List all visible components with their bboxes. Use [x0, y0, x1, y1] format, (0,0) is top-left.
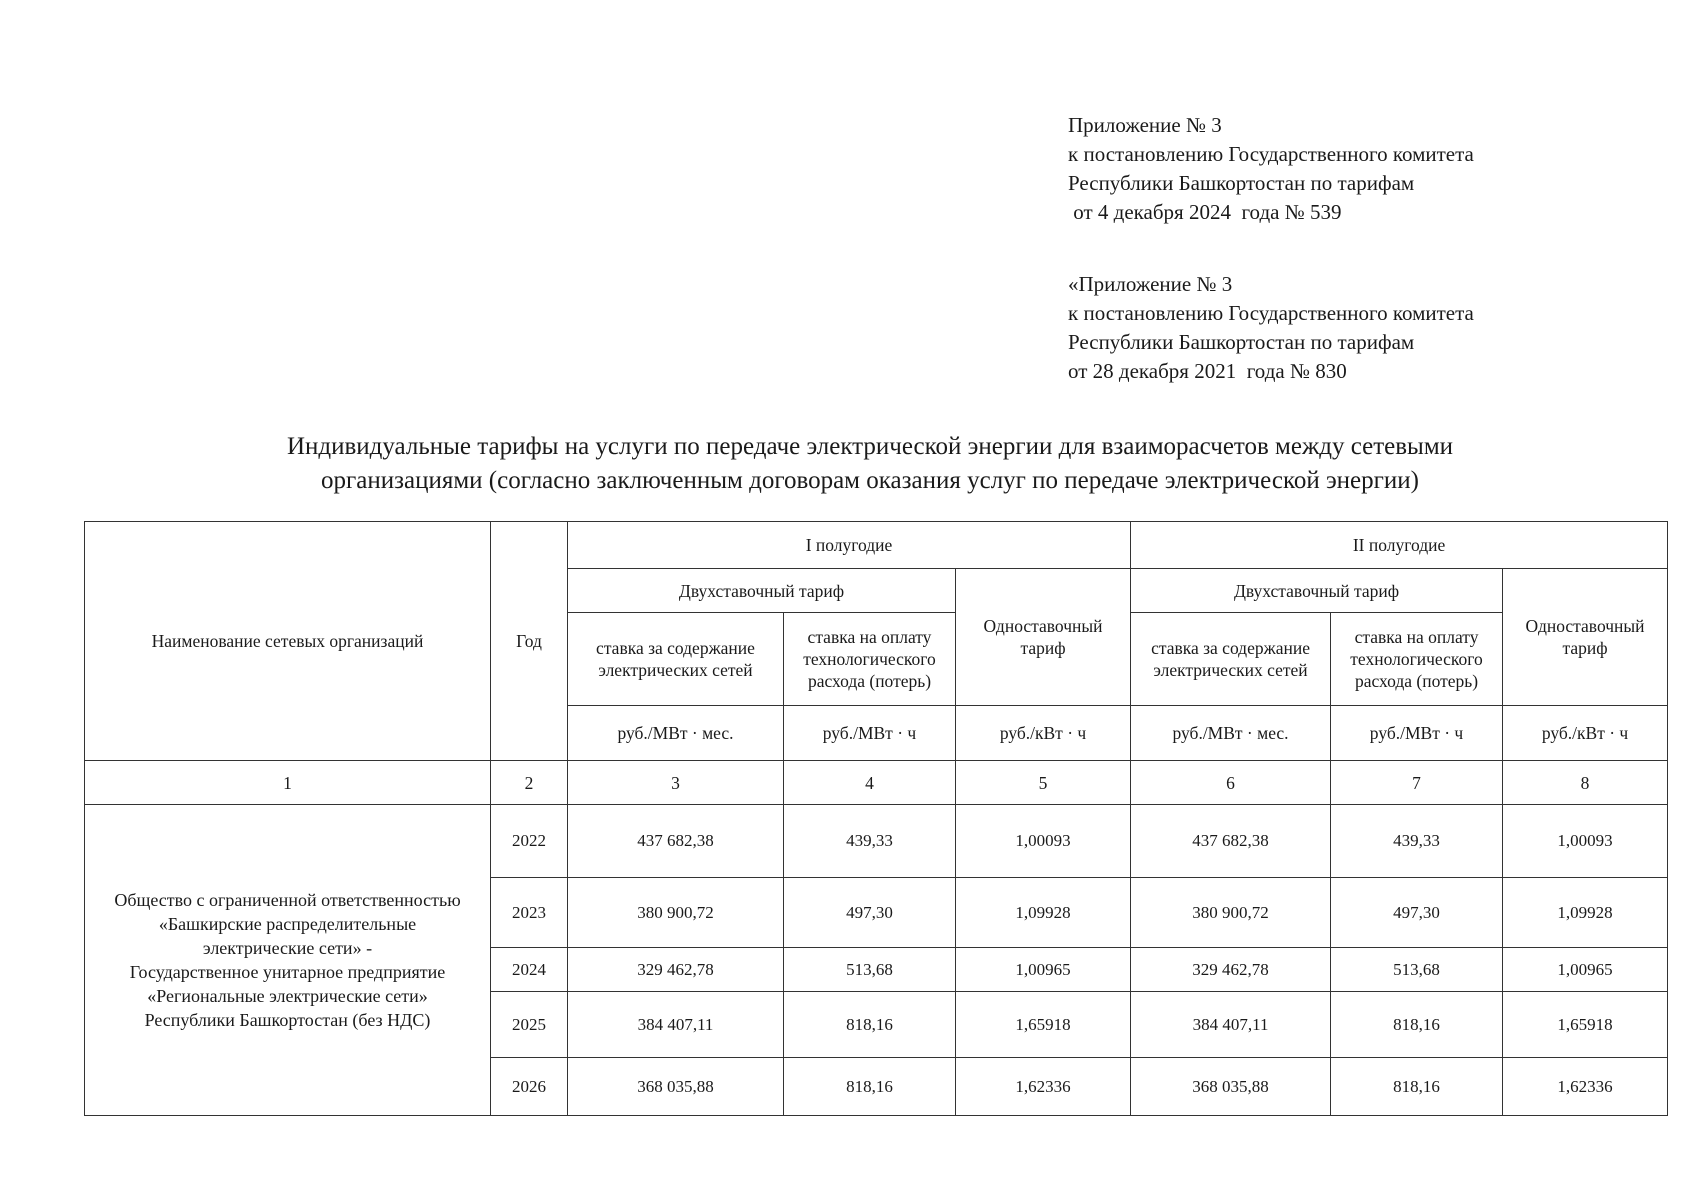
cell-value: 1,00093 [1503, 805, 1668, 878]
cell-value: 1,09928 [956, 878, 1131, 948]
header-line: от 4 декабря 2024 года № 539 [1068, 200, 1342, 224]
unit-maint-1: руб./МВт · мес. [568, 706, 784, 761]
cell-value: 513,68 [1331, 948, 1503, 992]
unit-one-2: руб./кВт · ч [1503, 706, 1668, 761]
org-line: «Башкирские распределительные [158, 914, 417, 934]
column-number: 5 [956, 761, 1131, 805]
org-line: Общество с ограниченной ответственностью [114, 890, 461, 910]
column-number: 6 [1131, 761, 1331, 805]
cell-value: 439,33 [784, 805, 956, 878]
cell-value: 497,30 [784, 878, 956, 948]
cell-value: 380 900,72 [568, 878, 784, 948]
header-line: «Приложение № 3 [1068, 272, 1233, 296]
document-title [120, 430, 1620, 498]
unit-loss-1: руб./МВт · ч [784, 706, 956, 761]
cell-value: 368 035,88 [568, 1058, 784, 1116]
header-line: к постановлению Государственного комитета [1068, 142, 1474, 166]
header-rate-loss-1: ставка на оплату технологического расхода (потерь) [784, 613, 956, 706]
table-row [85, 805, 1668, 878]
header-line: Республики Башкортостан по тарифам [1068, 171, 1415, 195]
cell-year: 2024 [491, 948, 568, 992]
cell-value: 818,16 [1331, 1058, 1503, 1116]
unit-one-1: руб./кВт · ч [956, 706, 1131, 761]
cell-value: 497,30 [1331, 878, 1503, 948]
org-name [85, 805, 491, 1116]
org-line: Республики Башкортостан (без НДС) [144, 1010, 431, 1030]
cell-value: 513,68 [784, 948, 956, 992]
org-line: электрические сети» - [202, 938, 373, 958]
cell-value: 437 682,38 [568, 805, 784, 878]
cell-year: 2022 [491, 805, 568, 878]
appendix-header-current [1068, 111, 1474, 227]
cell-value: 380 900,72 [1131, 878, 1331, 948]
cell-value: 384 407,11 [568, 992, 784, 1058]
column-number: 4 [784, 761, 956, 805]
header-row-halves [85, 522, 1668, 569]
column-number: 1 [85, 761, 491, 805]
tariff-table [84, 521, 1668, 1116]
header-line: Приложение № 3 [1068, 113, 1222, 137]
cell-value: 1,00093 [956, 805, 1131, 878]
header-one-rate-1: Одноставочный тариф [956, 569, 1131, 706]
header-year: Год [491, 522, 568, 761]
unit-loss-2: руб./МВт · ч [1331, 706, 1503, 761]
title-line: организациями (согласно заключенным договорам оказания услуг по передаче электрической энергии) [321, 467, 1419, 494]
cell-value: 1,62336 [956, 1058, 1131, 1116]
cell-year: 2025 [491, 992, 568, 1058]
column-number: 7 [1331, 761, 1503, 805]
cell-year: 2026 [491, 1058, 568, 1116]
cell-value: 329 462,78 [568, 948, 784, 992]
cell-value: 1,65918 [1503, 992, 1668, 1058]
column-number: 2 [491, 761, 568, 805]
cell-value: 1,09928 [1503, 878, 1668, 948]
header-one-rate-2: Одноставочный тариф [1503, 569, 1668, 706]
cell-value: 1,00965 [1503, 948, 1668, 992]
header-two-rate-2: Двухставочный тариф [1131, 569, 1503, 613]
header-two-rate-1: Двухставочный тариф [568, 569, 956, 613]
appendix-header-original [1068, 270, 1474, 386]
header-rate-maint-2: ставка за содержание электрических сетей [1131, 613, 1331, 706]
header-half2: II полугодие [1131, 522, 1668, 569]
cell-value: 439,33 [1331, 805, 1503, 878]
header-line: от 28 декабря 2021 года № 830 [1068, 359, 1347, 383]
cell-value: 329 462,78 [1131, 948, 1331, 992]
cell-value: 368 035,88 [1131, 1058, 1331, 1116]
cell-year: 2023 [491, 878, 568, 948]
header-line: к постановлению Государственного комитета [1068, 301, 1474, 325]
header-rate-loss-2: ставка на оплату технологического расхода (потерь) [1331, 613, 1503, 706]
org-line: «Региональные электрические сети» [147, 986, 428, 1006]
cell-value: 1,65918 [956, 992, 1131, 1058]
header-line: Республики Башкортостан по тарифам [1068, 330, 1415, 354]
column-number: 3 [568, 761, 784, 805]
column-number: 8 [1503, 761, 1668, 805]
header-org-name: Наименование сетевых организаций [85, 522, 491, 761]
cell-value: 818,16 [784, 1058, 956, 1116]
cell-value: 818,16 [784, 992, 956, 1058]
column-number-row [85, 761, 1668, 805]
header-half1: I полугодие [568, 522, 1131, 569]
org-line: Государственное унитарное предприятие [129, 962, 446, 982]
unit-maint-2: руб./МВт · мес. [1131, 706, 1331, 761]
title-line: Индивидуальные тарифы на услуги по передаче электрической энергии для взаиморасчетов между сетевыми [286, 433, 1454, 460]
cell-value: 1,00965 [956, 948, 1131, 992]
cell-value: 818,16 [1331, 992, 1503, 1058]
header-rate-maint-1: ставка за содержание электрических сетей [568, 613, 784, 706]
cell-value: 384 407,11 [1131, 992, 1331, 1058]
cell-value: 437 682,38 [1131, 805, 1331, 878]
cell-value: 1,62336 [1503, 1058, 1668, 1116]
